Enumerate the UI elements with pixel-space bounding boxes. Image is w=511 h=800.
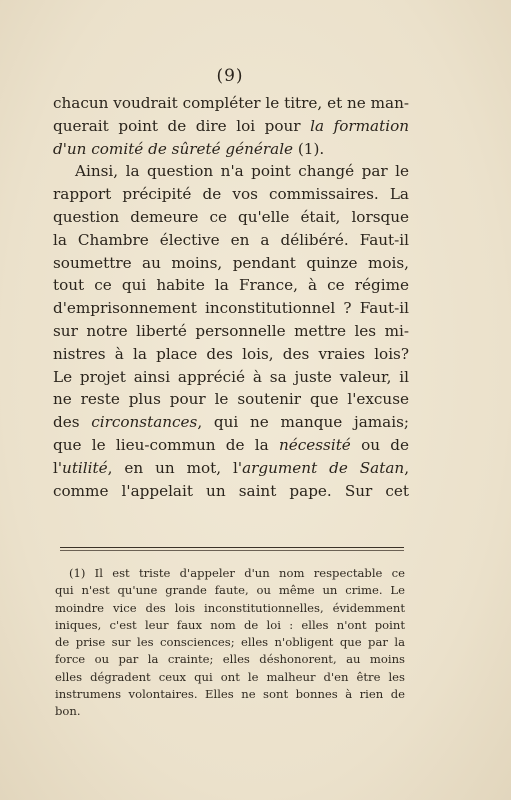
text-run: ne reste plus pour le soutenir que l'excuse bbox=[53, 390, 409, 409]
italic-run: argument de Satan bbox=[242, 458, 405, 477]
text-run: soumettre au moins, pendant quinze mois, bbox=[53, 253, 409, 272]
text-line bbox=[53, 457, 409, 480]
text-line bbox=[53, 297, 409, 320]
text-line bbox=[53, 320, 409, 343]
text-run: question demeure ce qu'elle était, lorsque bbox=[53, 207, 409, 226]
text-run: , bbox=[404, 458, 410, 477]
text-run: l' bbox=[53, 458, 63, 477]
text-line bbox=[53, 92, 409, 115]
text-run: comme l'appelait un saint pape. Sur cet bbox=[53, 481, 409, 500]
footnote-line: elles dégradent ceux qui ont le malheur d'en être les bbox=[55, 669, 405, 684]
footnote-line: instrumens volontaires. Elles ne sont bonnes à rien de bbox=[55, 687, 405, 702]
text-run: ou de bbox=[350, 435, 409, 454]
text-run: que le lieu-commun de la bbox=[53, 435, 279, 454]
text-line bbox=[53, 252, 409, 275]
main-text bbox=[53, 92, 409, 502]
italic-run: la formation bbox=[310, 116, 409, 135]
footnote-line: iniques, c'est leur faux nom de loi : elles n'ont point bbox=[55, 617, 405, 632]
text-run: chacun voudrait compléter le titre, et ne man- bbox=[53, 94, 409, 112]
text-run: Le projet ainsi apprécié à sa juste valeur, il bbox=[53, 367, 409, 386]
text-run: (1). bbox=[293, 139, 325, 158]
paragraph-start-line bbox=[53, 160, 409, 183]
text-line bbox=[53, 206, 409, 229]
text-run: querait point de dire loi pour bbox=[53, 116, 311, 135]
text-line bbox=[53, 388, 409, 411]
page-number: (9) bbox=[216, 66, 244, 86]
text-run: la Chambre élective en a délibéré. Faut-il bbox=[53, 230, 409, 249]
footnote-line: (1) Il est triste d'appeler d'un nom respectable ce bbox=[69, 566, 405, 580]
text-run: Ainsi, la question n'a point changé par le bbox=[75, 162, 409, 181]
footnote-separator-thin bbox=[60, 550, 404, 551]
text-run: tout ce qui habite la France, à ce régime bbox=[53, 276, 409, 295]
text-run: des bbox=[53, 413, 92, 432]
text-line bbox=[53, 229, 409, 252]
text-run: nistres à la place des lois, des vraies lois? bbox=[53, 344, 409, 363]
italic-run: utilité bbox=[62, 458, 108, 477]
text-line bbox=[53, 183, 409, 206]
footnote-line: de prise sur les consciences; elles n'obligent que par la bbox=[55, 635, 405, 650]
text-line bbox=[53, 366, 409, 389]
footnote-line: force ou par la crainte; elles déshonorent, au moins bbox=[55, 652, 405, 667]
footnote-line: moindre vice des lois inconstitutionnelles, évidemment bbox=[55, 600, 405, 615]
footnote-line: bon. bbox=[55, 704, 81, 719]
text-line bbox=[53, 138, 409, 161]
text-run: rapport précipité de vos commissaires. La bbox=[53, 185, 409, 204]
italic-run: d'un comité de sûreté générale bbox=[53, 139, 294, 158]
text-run: sur notre liberté personnelle mettre les mi- bbox=[53, 321, 409, 340]
italic-run: nécessité bbox=[278, 435, 351, 454]
text-line bbox=[53, 434, 409, 457]
text-line bbox=[53, 115, 409, 138]
text-line bbox=[53, 274, 409, 297]
text-line bbox=[53, 480, 409, 503]
text-run: d'emprisonnement inconstitutionnel ? Faut-il bbox=[53, 299, 409, 318]
italic-run: circonstances bbox=[91, 413, 198, 432]
text-run: , en un mot, l' bbox=[107, 458, 243, 477]
footnote-line: qui n'est qu'une grande faute, ou même un crime. Le bbox=[55, 583, 405, 598]
text-line bbox=[53, 411, 409, 434]
text-run: , qui ne manque jamais; bbox=[197, 413, 409, 432]
footnote bbox=[55, 565, 405, 721]
text-line bbox=[53, 343, 409, 366]
footnote-separator bbox=[60, 547, 404, 548]
